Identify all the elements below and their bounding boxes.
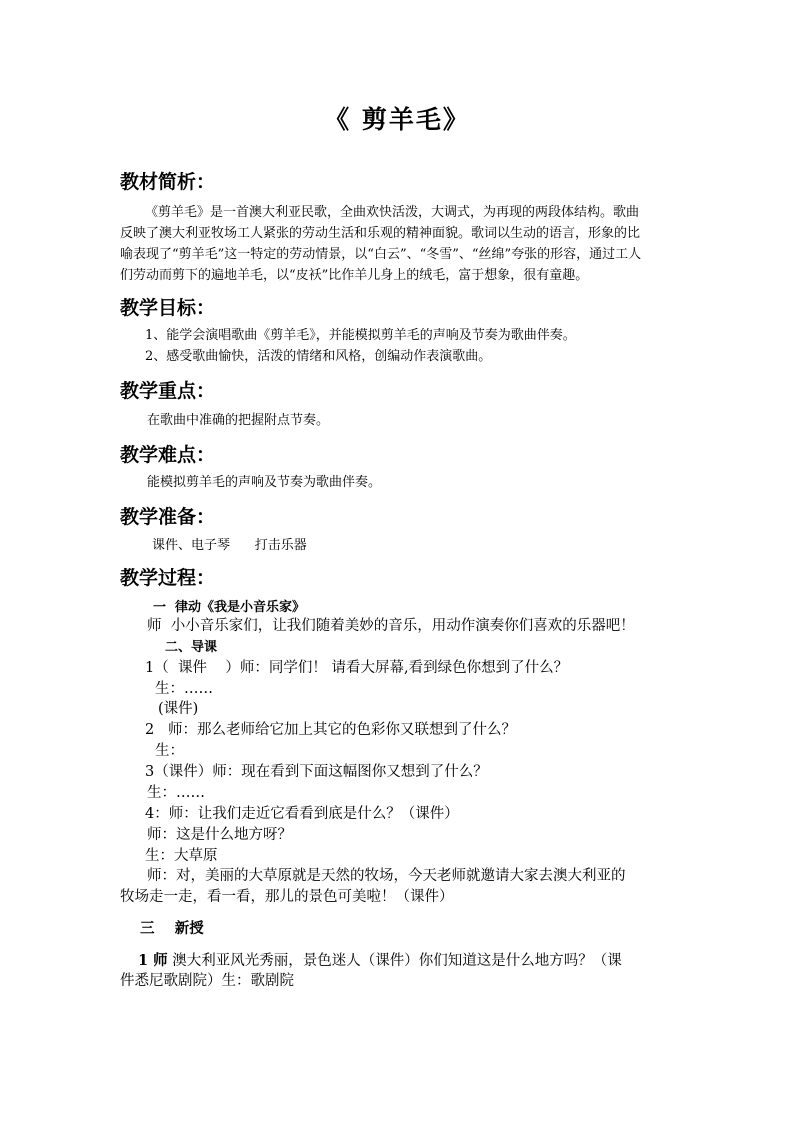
- process-line: 1（ 课件 ）师：同学们！ 请看大屏幕,看到绿色你想到了什么？: [145, 660, 569, 676]
- process-line: 生：: [155, 743, 184, 759]
- analysis-line: 《剪羊毛》是一首澳大利亚民歌，全曲欢快活泼，大调式，为再现的两段体结构。歌曲: [145, 205, 640, 220]
- process-line: 师：对，美丽的大草原就是天然的牧场，今天老师就邀请大家去澳大利亚的: [147, 868, 626, 884]
- process-line: 3（课件）师：现在看到下面这幅图你又想到了什么？: [145, 764, 488, 780]
- heading-analysis: 教材简析：: [120, 171, 216, 193]
- process-line: 牧场走一走，看一看，那儿的景色可美啦！（课件）: [120, 889, 454, 905]
- process-line: 师：这是什么地方呀？: [147, 827, 292, 843]
- step1-title: 一 律动《我是小音乐家》: [153, 600, 306, 615]
- heading-process: 教学过程：: [120, 567, 216, 589]
- analysis-line: 喻表现了“剪羊毛”这一特定的劳动情景，以“白云”、“冬雪”、“丝绵”夸张的形容，通过工人: [120, 247, 642, 262]
- heading-prep: 教学准备：: [120, 506, 216, 528]
- step1-text: 师 小小音乐家们，让我们随着美妙的音乐，用动作演奏你们喜欢的乐器吧！: [147, 618, 635, 634]
- goal-item: 2、感受歌曲愉快，活泼的情绪和风格，创编动作表演歌曲。: [145, 349, 492, 364]
- heading-goals: 教学目标：: [120, 297, 216, 319]
- process-line: (课件): [158, 701, 199, 717]
- page-title: 《 剪羊毛》: [324, 105, 470, 134]
- step3-lead-text: 澳大利亚风光秀丽，景色迷人（课件）你们知道这是什么地方吗？（课: [167, 953, 622, 969]
- key-point-text: 在歌曲中准确的把握附点节奏。: [147, 413, 330, 428]
- step3-lead: 1 师: [138, 952, 168, 969]
- process-line: 4：师：让我们走近它看看到底是什么？（课件）: [145, 806, 459, 822]
- process-line: 生：……: [155, 681, 213, 697]
- analysis-line: 们劳动而剪下的遍地羊毛，以“皮袄”比作羊儿身上的绒毛，富于想象，很有童趣。: [120, 268, 589, 283]
- process-line: 生：大草原: [145, 848, 218, 864]
- heading-key-point: 教学重点：: [120, 380, 216, 402]
- process-line: 件悉尼歌剧院）生：歌剧院: [120, 973, 294, 989]
- process-line: [138, 950, 622, 972]
- heading-difficulty: 教学难点：: [120, 444, 216, 466]
- prep-text: 课件、电子琴 打击乐器: [152, 538, 307, 553]
- goal-item: 1、能学会演唱歌曲《剪羊毛》，并能模拟剪羊毛的声响及节奏为歌曲伴奏。: [145, 328, 576, 343]
- process-line: 2 师：那么老师给它加上其它的色彩你又联想到了什么？: [145, 722, 517, 738]
- difficulty-text: 能模拟剪羊毛的声响及节奏为歌曲伴奏。: [147, 475, 382, 490]
- step3-title: 三 新授: [140, 920, 204, 937]
- step2-title: 二、导课: [165, 640, 218, 655]
- process-line: 生：……: [147, 785, 205, 801]
- analysis-line: 反映了澳大利亚牧场工人紧张的劳动生活和乐观的精神面貌。歌词以生动的语言，形象的比: [120, 226, 641, 241]
